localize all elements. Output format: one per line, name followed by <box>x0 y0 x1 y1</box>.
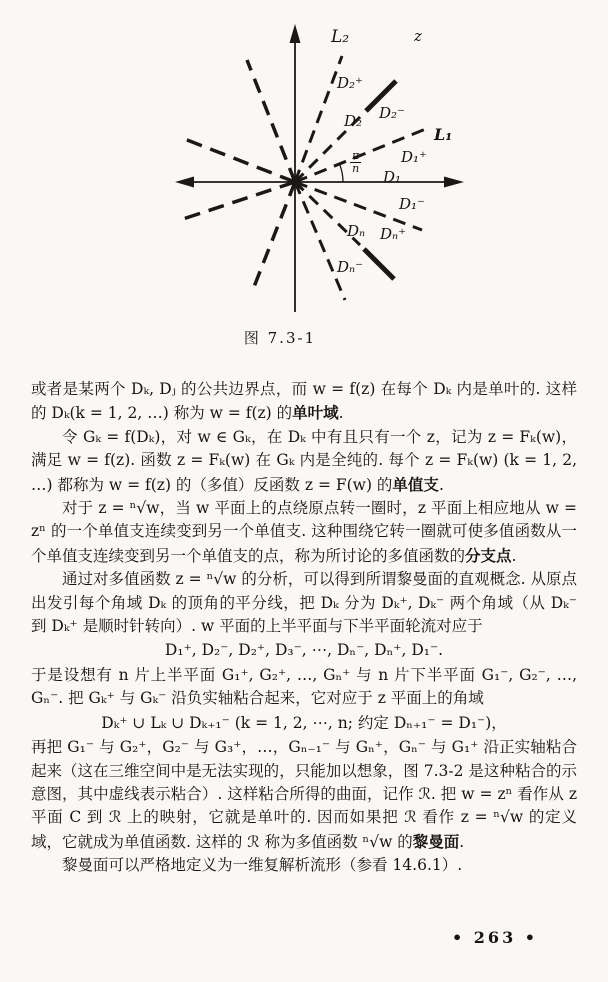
paragraph-7 <box>31 854 577 877</box>
x-axis-arrow-left <box>175 177 194 188</box>
ray-lower-right-steep <box>295 182 345 300</box>
ray-upper-left-steep <box>247 60 295 182</box>
paragraph-2-text: 令 Gₖ = f(Dₖ)，对 w ∈ Gₖ，在 Dₖ 中有且只有一个 z，记为 z = Fₖ(w)，满足 w = f(z). 函数 z = Fₖ(w) 在 Gₖ 内是全纯的. 每个 z = Fₖ(w) (k = 1, 2, …) 都称为 w = f(z) 的（多值）反函数 z = F(w) 的 <box>31 427 577 494</box>
figure-7-3-1 <box>0 0 608 360</box>
figure-label-d1-minus: D₁⁻ <box>399 195 425 213</box>
angle-denominator: n <box>352 161 360 175</box>
figure-label-z: z <box>414 27 422 45</box>
figure-label-d2: D₂ <box>344 112 363 130</box>
figure-label-d2-minus: D₂⁻ <box>379 104 405 122</box>
angle-numerator: π <box>352 149 360 162</box>
formula-1: D₁⁺, D₂⁻, D₂⁺, D₃⁻, ⋯, Dₙ⁻, Dₙ⁺, D₁⁻. <box>164 641 444 660</box>
paragraph-3-end: . <box>511 546 517 565</box>
x-axis-arrow-right <box>444 177 464 188</box>
ray-lower-left-shallow <box>180 182 295 220</box>
figure-label-angle-pi-over-n <box>350 150 361 174</box>
paragraph-1 <box>31 378 577 426</box>
paragraph-1-bold-term: 单叶域 <box>292 403 339 423</box>
paragraph-7-text: 黎曼面可以严格地定义为一维复解析流形（参看 14.6.1）. <box>62 856 463 875</box>
figure-label-d1: D₁ <box>383 168 402 186</box>
figure-diagram <box>0 0 608 360</box>
formula-2: Dₖ⁺ ∪ Lₖ ∪ Dₖ₊₁⁻ (k = 1, 2, ⋯, n; 约定 Dₙ₊₁⁻ = D₁⁻)， <box>101 713 507 732</box>
paragraph-6-text: 再把 G₁⁻ 与 G₂⁺，G₂⁻ 与 G₃⁺，…，Gₙ₋₁⁻ 与 Gₙ⁺，Gₙ⁻ 与 G₁⁺ 沿正实轴粘合起来（这在三维空间中是无法实现的，只能加以想象，图 7.3-2 是这种粘合的示意图，其中虚线表示粘合）. 这样粘合所得的曲面，记作 ℛ. 把 w = zⁿ 看作从 z 平面 C 到 ℛ 上的映射，它就是单叶的. 因而如果把 ℛ 看作 z = ⁿ√w 的定义域，它就成为单值函数. 这样的 ℛ 称为多值函数 ⁿ√w 的 <box>31 738 577 851</box>
paragraph-6 <box>31 736 577 854</box>
ray-upper-left-shallow <box>182 138 295 182</box>
body-text <box>31 378 577 878</box>
paragraph-5 <box>31 664 577 711</box>
paragraph-3-bold-term: 分支点 <box>465 545 512 565</box>
paragraph-2-bold-term: 单值支 <box>392 474 439 494</box>
paragraph-1-end: . <box>338 404 344 423</box>
paragraph-3 <box>31 497 577 568</box>
figure-label-dn: Dₙ <box>347 222 366 240</box>
paragraph-1-text: 或者是某两个 Dₖ, Dⱼ 的公共边界点，而 w = f(z) 在每个 Dₖ 内是单叶的. 这样的 Dₖ(k = 1, 2, …) 称为 w = f(z) 的 <box>31 380 577 423</box>
y-axis-arrow-up <box>290 24 301 43</box>
figure-label-dn-plus: Dₙ⁺ <box>380 225 407 243</box>
paragraph-2 <box>31 426 577 497</box>
page-number: • 263 • <box>452 928 538 947</box>
figure-label-l2: L₂ <box>331 27 350 47</box>
paragraph-4 <box>31 568 577 638</box>
paragraph-6-bold-term: 黎曼面 <box>412 831 460 851</box>
figure-caption: 图 7.3-1 <box>243 329 317 347</box>
ray-dn-bisector-tip <box>364 249 394 279</box>
figure-label-d2-plus: D₂⁺ <box>337 74 363 92</box>
ray-l2 <box>295 56 342 182</box>
ray-lower-left-steep <box>252 182 295 292</box>
paragraph-5-text: 于是设想有 n 片上半平面 G₁⁺, G₂⁺, …, Gₙ⁺ 与 n 片下半平面 G₁⁻, G₂⁻, …, Gₙ⁻. 把 Gₖ⁺ 与 Gₖ⁻ 沿负实轴粘合起来，它对应于 z 平面上的角域 <box>31 665 577 708</box>
figure-label-l1: L₁ <box>434 125 453 144</box>
figure-label-d1-plus: D₁⁺ <box>401 148 427 166</box>
angle-arc <box>340 164 344 182</box>
paragraph-2-end: . <box>438 475 444 494</box>
paragraph-4-text: 通过对多值函数 z = ⁿ√w 的分析，可以得到所谓黎曼面的直观概念. 从原点出发引每个角域 Dₖ 的顶角的平分线，把 Dₖ 分为 Dₖ⁺, Dₖ⁻ 两个角域（从 Dₖ⁻ 到 Dₖ⁺ 是顺时针转向）. w 平面的上半平面与下半平面轮流对应于 <box>31 570 577 636</box>
paragraph-6-end: . <box>459 832 465 851</box>
figure-label-dn-minus: Dₙ⁻ <box>337 258 364 276</box>
paragraph-3-text: 对于 z = ⁿ√w，当 w 平面上的点绕原点转一圈时，z 平面上相应地从 w = zⁿ 的一个单值支连续变到另一个单值支. 这种围绕它转一圈就可使多值函数从一个单值支连续变到另一个单值支的点，称为所讨论的多值函数的 <box>31 499 577 565</box>
